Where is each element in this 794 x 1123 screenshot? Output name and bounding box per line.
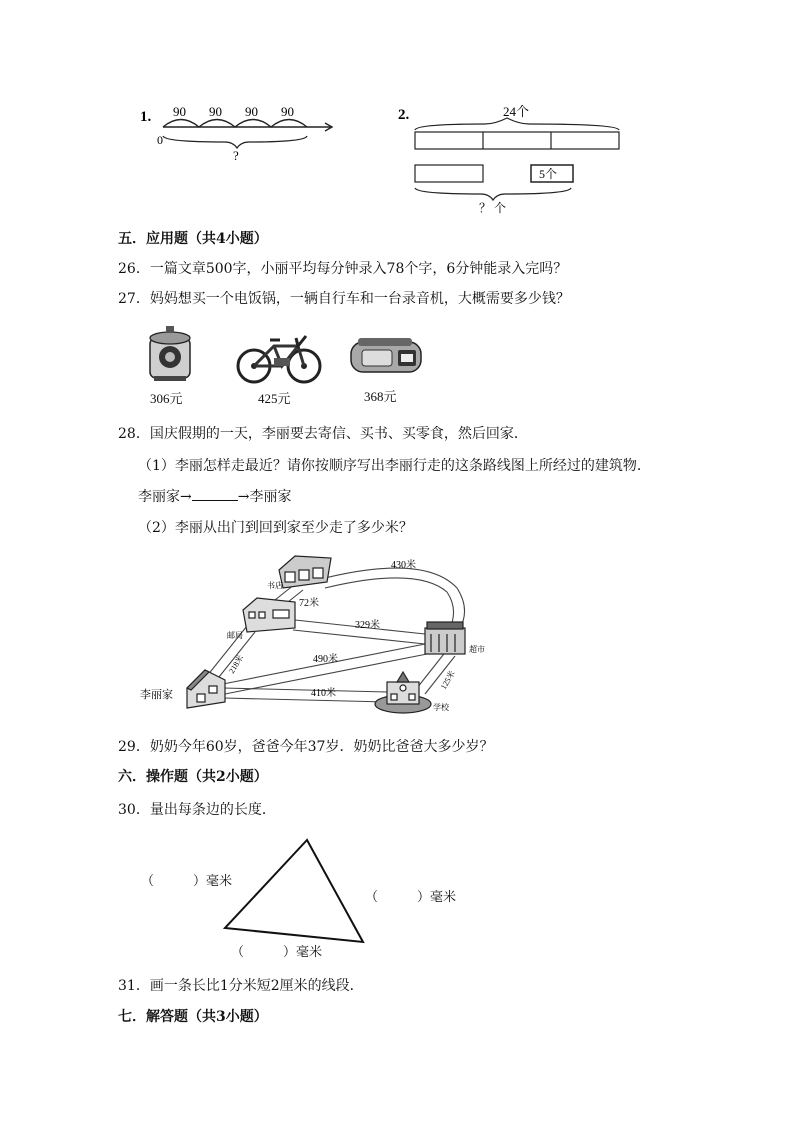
route-blank[interactable] (192, 488, 238, 501)
map-home-label: 李丽家 (140, 689, 173, 701)
supermarket-building (425, 622, 465, 654)
figure-1-seg-1: 90 (173, 104, 186, 119)
tape-recorder-icon (348, 336, 424, 376)
question-28-part2: （2）李丽从出门到回到家至少走了多少米？ (138, 520, 413, 536)
figure-2-diagram (395, 100, 630, 215)
school-building (375, 672, 431, 713)
question-29: 29．奶奶今年60岁，爸爸今年37岁．奶奶比爸爸大多少岁？ (118, 739, 494, 755)
figure-1-diagram (135, 100, 335, 170)
question-30: 30．量出每条边的长度． (118, 802, 276, 818)
left-side-blank[interactable]: （ ）毫米 (141, 874, 233, 889)
triangle-figure (135, 830, 485, 970)
route-answer-line (138, 488, 291, 506)
figure-1-origin: 0 (157, 133, 163, 147)
figure-1 (135, 100, 335, 170)
figure-2-bottom-bar (415, 165, 483, 182)
rice-cooker-price: 306元 (150, 391, 183, 406)
figure-1-seg-3: 90 (245, 104, 258, 119)
figure-2 (395, 100, 630, 215)
question-28-part1: （1）李丽怎样走最近？请你按顺序写出李丽行走的这条路线图上所经过的建筑物． (138, 458, 651, 474)
distance-post-super: 329米 (355, 620, 380, 631)
figure-2-bottom-brace (415, 188, 571, 200)
route-map-diagram (135, 548, 485, 728)
question-28: 28．国庆假期的一天，李丽要去寄信、买书、买零食，然后回家． (118, 426, 528, 442)
distance-post-book: 72米 (299, 598, 319, 609)
product-images (138, 322, 428, 414)
figure-1-brace (163, 136, 307, 148)
figure-2-box-label: 5个 (539, 167, 558, 181)
figure-1-seg-2: 90 (209, 104, 222, 119)
map-supermarket-label: 超市 (469, 645, 485, 654)
distance-home-super: 490米 (313, 654, 338, 665)
tape-recorder-price: 368元 (364, 389, 397, 404)
section-6-title: 六．操作题（共2小题） (118, 769, 268, 785)
section-7-title: 七．解答题（共3小题） (118, 1009, 268, 1025)
map-post-office-label: 邮局 (227, 631, 243, 640)
route-end: →李丽家 (237, 489, 292, 505)
home-building (187, 670, 225, 708)
distance-home-school: 410米 (311, 688, 336, 699)
bicycle-icon (234, 328, 326, 386)
bookstore-building (279, 556, 331, 588)
figure-1-question: ? (233, 148, 239, 163)
distance-school-super: 125米 (438, 669, 457, 691)
bicycle-price: 425元 (258, 391, 291, 406)
question-26: 26．一篇文章500字，小丽平均每分钟录入78个字，6分钟能录入完吗？ (118, 261, 568, 277)
figure-1-number: 1. (140, 109, 152, 125)
figure-2-top-bar (415, 132, 619, 149)
map-bookstore-label: 书店 (267, 581, 283, 590)
route-map (135, 548, 485, 728)
right-side-blank[interactable]: （ ）毫米 (365, 890, 457, 905)
map-school-label: 学校 (433, 703, 449, 712)
figure-2-top-label: 24个 (503, 104, 530, 119)
triangle-shape (225, 840, 363, 942)
question-31: 31．画一条长比1分米短2厘米的线段． (118, 978, 364, 994)
figure-2-number: 2. (398, 107, 410, 123)
post-office-building (243, 598, 295, 632)
figure-1-seg-4: 90 (281, 104, 294, 119)
figure-2-bottom-label: ？ 个 (479, 201, 507, 215)
section-5-title: 五．应用题（共4小题） (118, 231, 268, 247)
bottom-side-blank[interactable]: （ ）毫米 (231, 945, 323, 960)
question-27: 27．妈妈想买一个电饭锅，一辆自行车和一台录音机，大概需要多少钱？ (118, 291, 570, 307)
distance-book-super: 430米 (391, 560, 416, 571)
rice-cooker-icon (142, 322, 198, 384)
figure-1-arcs (163, 120, 307, 128)
figure-2-top-brace (415, 118, 619, 130)
route-start: 李丽家→ (138, 489, 192, 505)
distance-home-post: 218米 (227, 653, 246, 676)
